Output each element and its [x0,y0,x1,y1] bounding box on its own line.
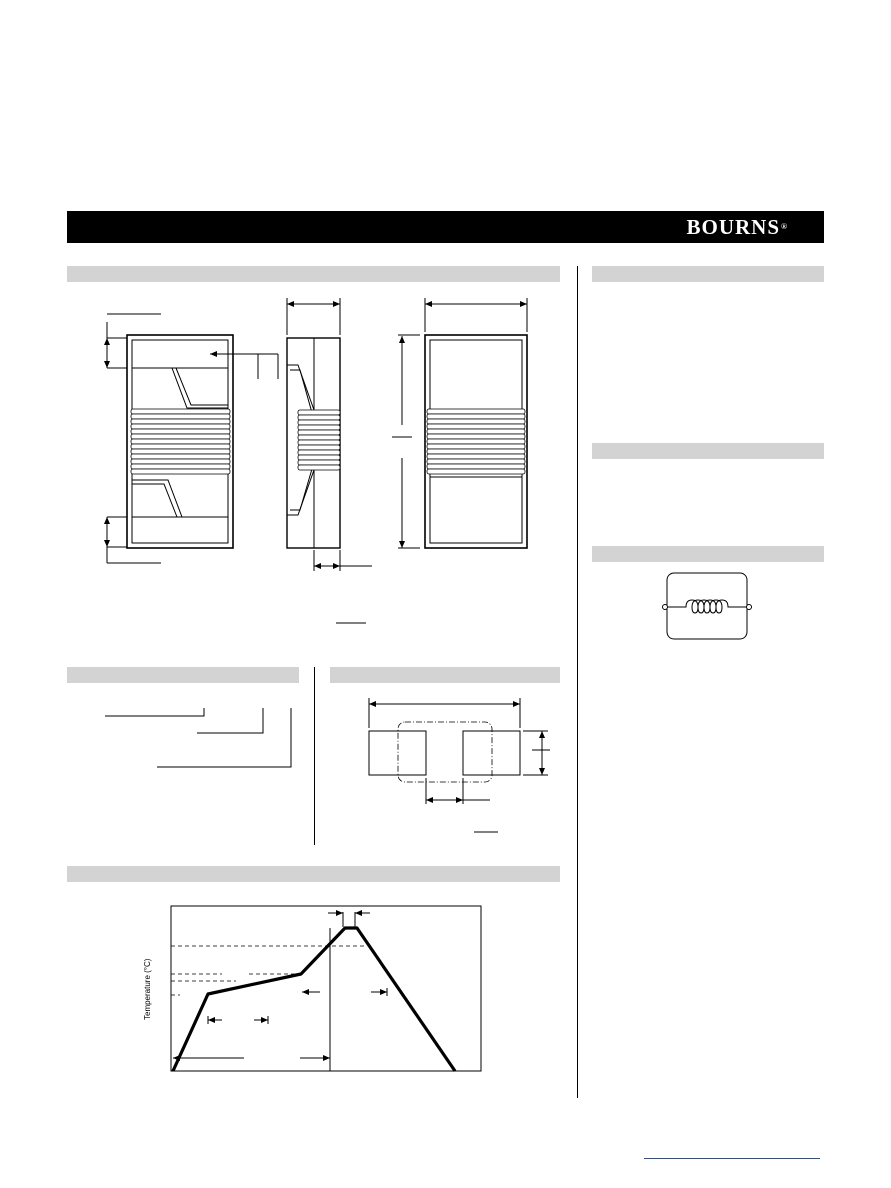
y-axis-label: Temperature (°C) [143,958,152,1020]
footer-website-link[interactable] [644,1146,820,1159]
plot-frame [171,906,481,1071]
logo-text: BOURNS [686,215,781,239]
temperature-profile-line [173,928,455,1071]
logo-mark: ® [781,222,788,231]
